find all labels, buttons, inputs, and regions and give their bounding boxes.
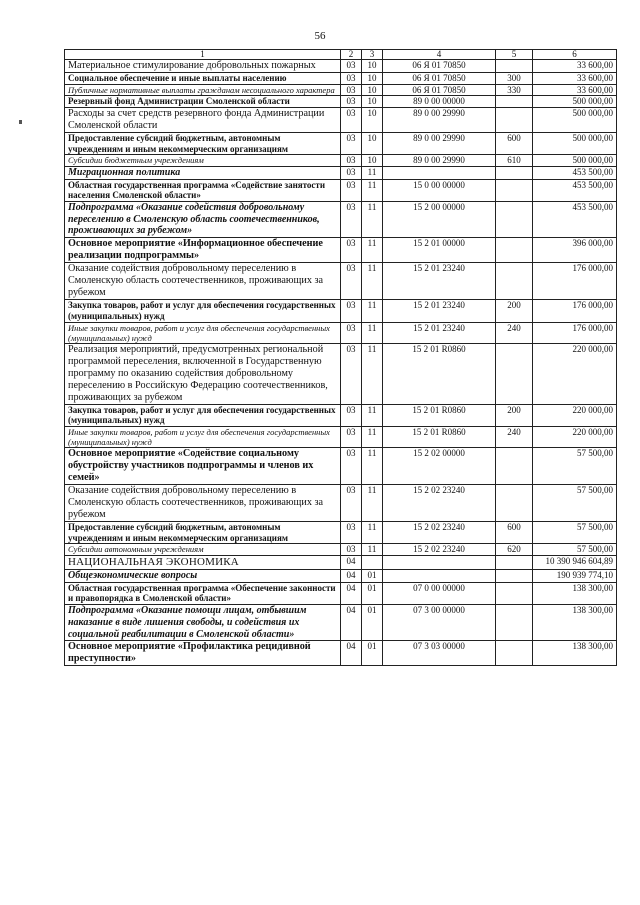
amount: 33 600,00 [533,84,617,96]
row-name: Основное мероприятие «Содействие социальному обустройству участников подпрограммы и членов их семей» [65,447,341,484]
expense-type-code [496,238,533,263]
section-code: 04 [341,569,362,582]
row-name: Закупка товаров, работ и услуг для обеспечения государственных (муниципальных) нужд [65,300,341,322]
section-code: 03 [341,300,362,322]
expense-type-code [496,263,533,300]
target-article-code: 15 2 02 23240 [383,544,496,556]
section-code: 03 [341,544,362,556]
subsection-code: 11 [362,263,383,300]
section-code: 04 [341,604,362,640]
section-code: 03 [341,73,362,85]
table-row [65,201,617,237]
expense-type-code [496,582,533,604]
table-row [65,73,617,85]
subsection-code: 10 [362,84,383,96]
amount: 220 000,00 [533,343,617,404]
amount: 396 000,00 [533,238,617,263]
amount: 500 000,00 [533,132,617,154]
row-name: НАЦИОНАЛЬНАЯ ЭКОНОМИКА [65,555,341,569]
row-name: Публичные нормативные выплаты гражданам несоциального характера [65,84,341,96]
row-name: Областная государственная программа «Содействие занятости населения Смоленской области» [65,179,341,201]
row-name: Резервный фонд Администрации Смоленской области [65,96,341,108]
expense-type-code [496,569,533,582]
section-code: 03 [341,96,362,108]
row-name: Субсидии автономным учреждениям [65,544,341,556]
row-name: Материальное стимулирование добровольных пожарных [65,60,341,73]
amount: 138 300,00 [533,641,617,666]
subsection-code: 11 [362,322,383,343]
section-code: 03 [341,343,362,404]
row-name: Основное мероприятие «Информационное обеспечение реализации подпрограммы» [65,238,341,263]
subsection-code: 10 [362,155,383,167]
row-name: Иные закупки товаров, работ и услуг для обеспечения государственных (муниципальных) нужд [65,322,341,343]
row-name: Иные закупки товаров, работ и услуг для обеспечения государственных (муниципальных) нужд [65,426,341,447]
expense-type-code: 620 [496,544,533,556]
expense-type-code: 300 [496,73,533,85]
expense-type-code [496,485,533,522]
subsection-code: 01 [362,582,383,604]
column-number: 3 [362,50,383,60]
table-row [65,582,617,604]
target-article-code: 15 0 00 00000 [383,179,496,201]
column-number: 2 [341,50,362,60]
expense-type-code: 600 [496,522,533,544]
expense-type-code: 330 [496,84,533,96]
target-article-code: 15 2 01 23240 [383,263,496,300]
row-name: Оказание содействия добровольному переселению в Смоленскую область соотечественников, проживающих за рубежом [65,485,341,522]
row-name: Предоставление субсидий бюджетным, автономным учреждениям и иным некоммерческим организациям [65,132,341,154]
expense-type-code [496,166,533,179]
amount: 220 000,00 [533,426,617,447]
section-code: 04 [341,555,362,569]
target-article-code: 15 2 01 00000 [383,238,496,263]
expense-type-code: 200 [496,404,533,426]
section-code: 03 [341,60,362,73]
amount: 57 500,00 [533,544,617,556]
target-article-code: 15 2 00 00000 [383,201,496,237]
subsection-code: 11 [362,201,383,237]
target-article-code: 15 2 02 00000 [383,447,496,484]
section-code: 03 [341,132,362,154]
amount: 453 500,00 [533,201,617,237]
table-row [65,84,617,96]
expense-type-code [496,96,533,108]
table-row [65,179,617,201]
subsection-code: 11 [362,404,383,426]
table-row [65,343,617,404]
subsection-code: 11 [362,179,383,201]
column-number: 1 [65,50,341,60]
subsection-code: 10 [362,73,383,85]
subsection-code: 01 [362,604,383,640]
amount: 453 500,00 [533,179,617,201]
table-row [65,132,617,154]
target-article-code [383,555,496,569]
amount: 57 500,00 [533,485,617,522]
row-name: Субсидии бюджетным учреждениям [65,155,341,167]
amount: 500 000,00 [533,96,617,108]
table-row [65,447,617,484]
amount: 57 500,00 [533,447,617,484]
amount: 220 000,00 [533,404,617,426]
target-article-code [383,166,496,179]
table-row [65,322,617,343]
expense-type-code [496,107,533,132]
subsection-code: 10 [362,132,383,154]
amount: 500 000,00 [533,107,617,132]
target-article-code: 15 2 02 23240 [383,485,496,522]
table-row [65,60,617,73]
section-code: 03 [341,426,362,447]
subsection-code: 11 [362,426,383,447]
section-code: 03 [341,84,362,96]
target-article-code: 07 0 00 00000 [383,582,496,604]
row-name: Общеэкономические вопросы [65,569,341,582]
section-code: 03 [341,447,362,484]
expense-type-code [496,201,533,237]
subsection-code: 11 [362,485,383,522]
amount: 176 000,00 [533,300,617,322]
row-name: Областная государственная программа «Обеспечение законности и правопорядка в Смоленской области» [65,582,341,604]
subsection-code: 11 [362,238,383,263]
section-code: 03 [341,179,362,201]
section-code: 03 [341,238,362,263]
target-article-code: 15 2 01 23240 [383,300,496,322]
section-code: 03 [341,201,362,237]
subsection-code: 11 [362,522,383,544]
subsection-code: 10 [362,96,383,108]
target-article-code: 06 Я 01 70850 [383,84,496,96]
target-article-code: 15 2 02 23240 [383,522,496,544]
expense-type-code: 240 [496,322,533,343]
section-code: 03 [341,404,362,426]
target-article-code: 89 0 00 29990 [383,155,496,167]
column-number-row [65,50,617,60]
amount: 33 600,00 [533,60,617,73]
table-row [65,155,617,167]
scan-mark [19,120,22,124]
table-row [65,404,617,426]
row-name: Оказание содействия добровольному переселению в Смоленскую область соотечественников, проживающих за рубежом [65,263,341,300]
amount: 57 500,00 [533,522,617,544]
subsection-code: 11 [362,300,383,322]
row-name: Расходы за счет средств резервного фонда Администрации Смоленской области [65,107,341,132]
expense-type-code [496,555,533,569]
section-code: 03 [341,522,362,544]
amount: 190 939 774,10 [533,569,617,582]
section-code: 04 [341,582,362,604]
amount: 138 300,00 [533,582,617,604]
amount: 33 600,00 [533,73,617,85]
row-name: Закупка товаров, работ и услуг для обеспечения государственных (муниципальных) нужд [65,404,341,426]
row-name: Социальное обеспечение и иные выплаты населению [65,73,341,85]
expense-type-code: 240 [496,426,533,447]
row-name: Миграционная политика [65,166,341,179]
table-row [65,166,617,179]
section-code: 03 [341,166,362,179]
table-row [65,485,617,522]
target-article-code: 06 Я 01 70850 [383,60,496,73]
row-name: Подпрограмма «Оказание помощи лицам, отбывшим наказание в виде лишения свободы, и содействия их социальной реабилитации в Смоленской области» [65,604,341,640]
expense-type-code [496,604,533,640]
target-article-code [383,569,496,582]
section-code: 03 [341,263,362,300]
subsection-code: 01 [362,569,383,582]
target-article-code: 89 0 00 00000 [383,96,496,108]
subsection-code: 11 [362,343,383,404]
amount: 138 300,00 [533,604,617,640]
table-row [65,555,617,569]
amount: 453 500,00 [533,166,617,179]
target-article-code: 07 3 00 00000 [383,604,496,640]
column-number: 5 [496,50,533,60]
section-code: 04 [341,641,362,666]
target-article-code: 06 Я 01 70850 [383,73,496,85]
amount: 10 390 946 604,89 [533,555,617,569]
table-row [65,238,617,263]
column-number: 4 [383,50,496,60]
subsection-code: 10 [362,60,383,73]
target-article-code: 89 0 00 29990 [383,107,496,132]
table-row [65,107,617,132]
table-row [65,426,617,447]
subsection-code [362,555,383,569]
table-row [65,96,617,108]
amount: 176 000,00 [533,322,617,343]
table-row [65,569,617,582]
subsection-code: 10 [362,107,383,132]
expense-type-code [496,343,533,404]
expense-type-code: 600 [496,132,533,154]
section-code: 03 [341,155,362,167]
section-code: 03 [341,485,362,522]
expense-type-code: 200 [496,300,533,322]
amount: 500 000,00 [533,155,617,167]
table-row [65,300,617,322]
subsection-code: 11 [362,166,383,179]
budget-table [64,49,617,666]
section-code: 03 [341,322,362,343]
table-row [65,522,617,544]
target-article-code: 15 2 01 R0860 [383,404,496,426]
expense-type-code [496,179,533,201]
target-article-code: 15 2 01 R0860 [383,426,496,447]
section-code: 03 [341,107,362,132]
table-row [65,544,617,556]
expense-type-code: 610 [496,155,533,167]
row-name: Реализация мероприятий, предусмотренных региональной программой переселения, включенной в Государственную программу по оказанию содействия добровольному переселению в Российскую Федерацию соотечественников, проживающих за рубежом [65,343,341,404]
table-row [65,641,617,666]
table-row [65,263,617,300]
target-article-code: 07 3 03 00000 [383,641,496,666]
expense-type-code [496,641,533,666]
row-name: Предоставление субсидий бюджетным, автономным учреждениям и иным некоммерческим организациям [65,522,341,544]
expense-type-code [496,447,533,484]
row-name: Подпрограмма «Оказание содействия добровольному переселению в Смоленскую область соотечественников, проживающих за рубежом» [65,201,341,237]
table-row [65,604,617,640]
row-name: Основное мероприятие «Профилактика рецидивной преступности» [65,641,341,666]
target-article-code: 89 0 00 29990 [383,132,496,154]
amount: 176 000,00 [533,263,617,300]
page-number: 56 [314,30,326,42]
column-number: 6 [533,50,617,60]
expense-type-code [496,60,533,73]
target-article-code: 15 2 01 23240 [383,322,496,343]
subsection-code: 11 [362,544,383,556]
subsection-code: 11 [362,447,383,484]
subsection-code: 01 [362,641,383,666]
target-article-code: 15 2 01 R0860 [383,343,496,404]
